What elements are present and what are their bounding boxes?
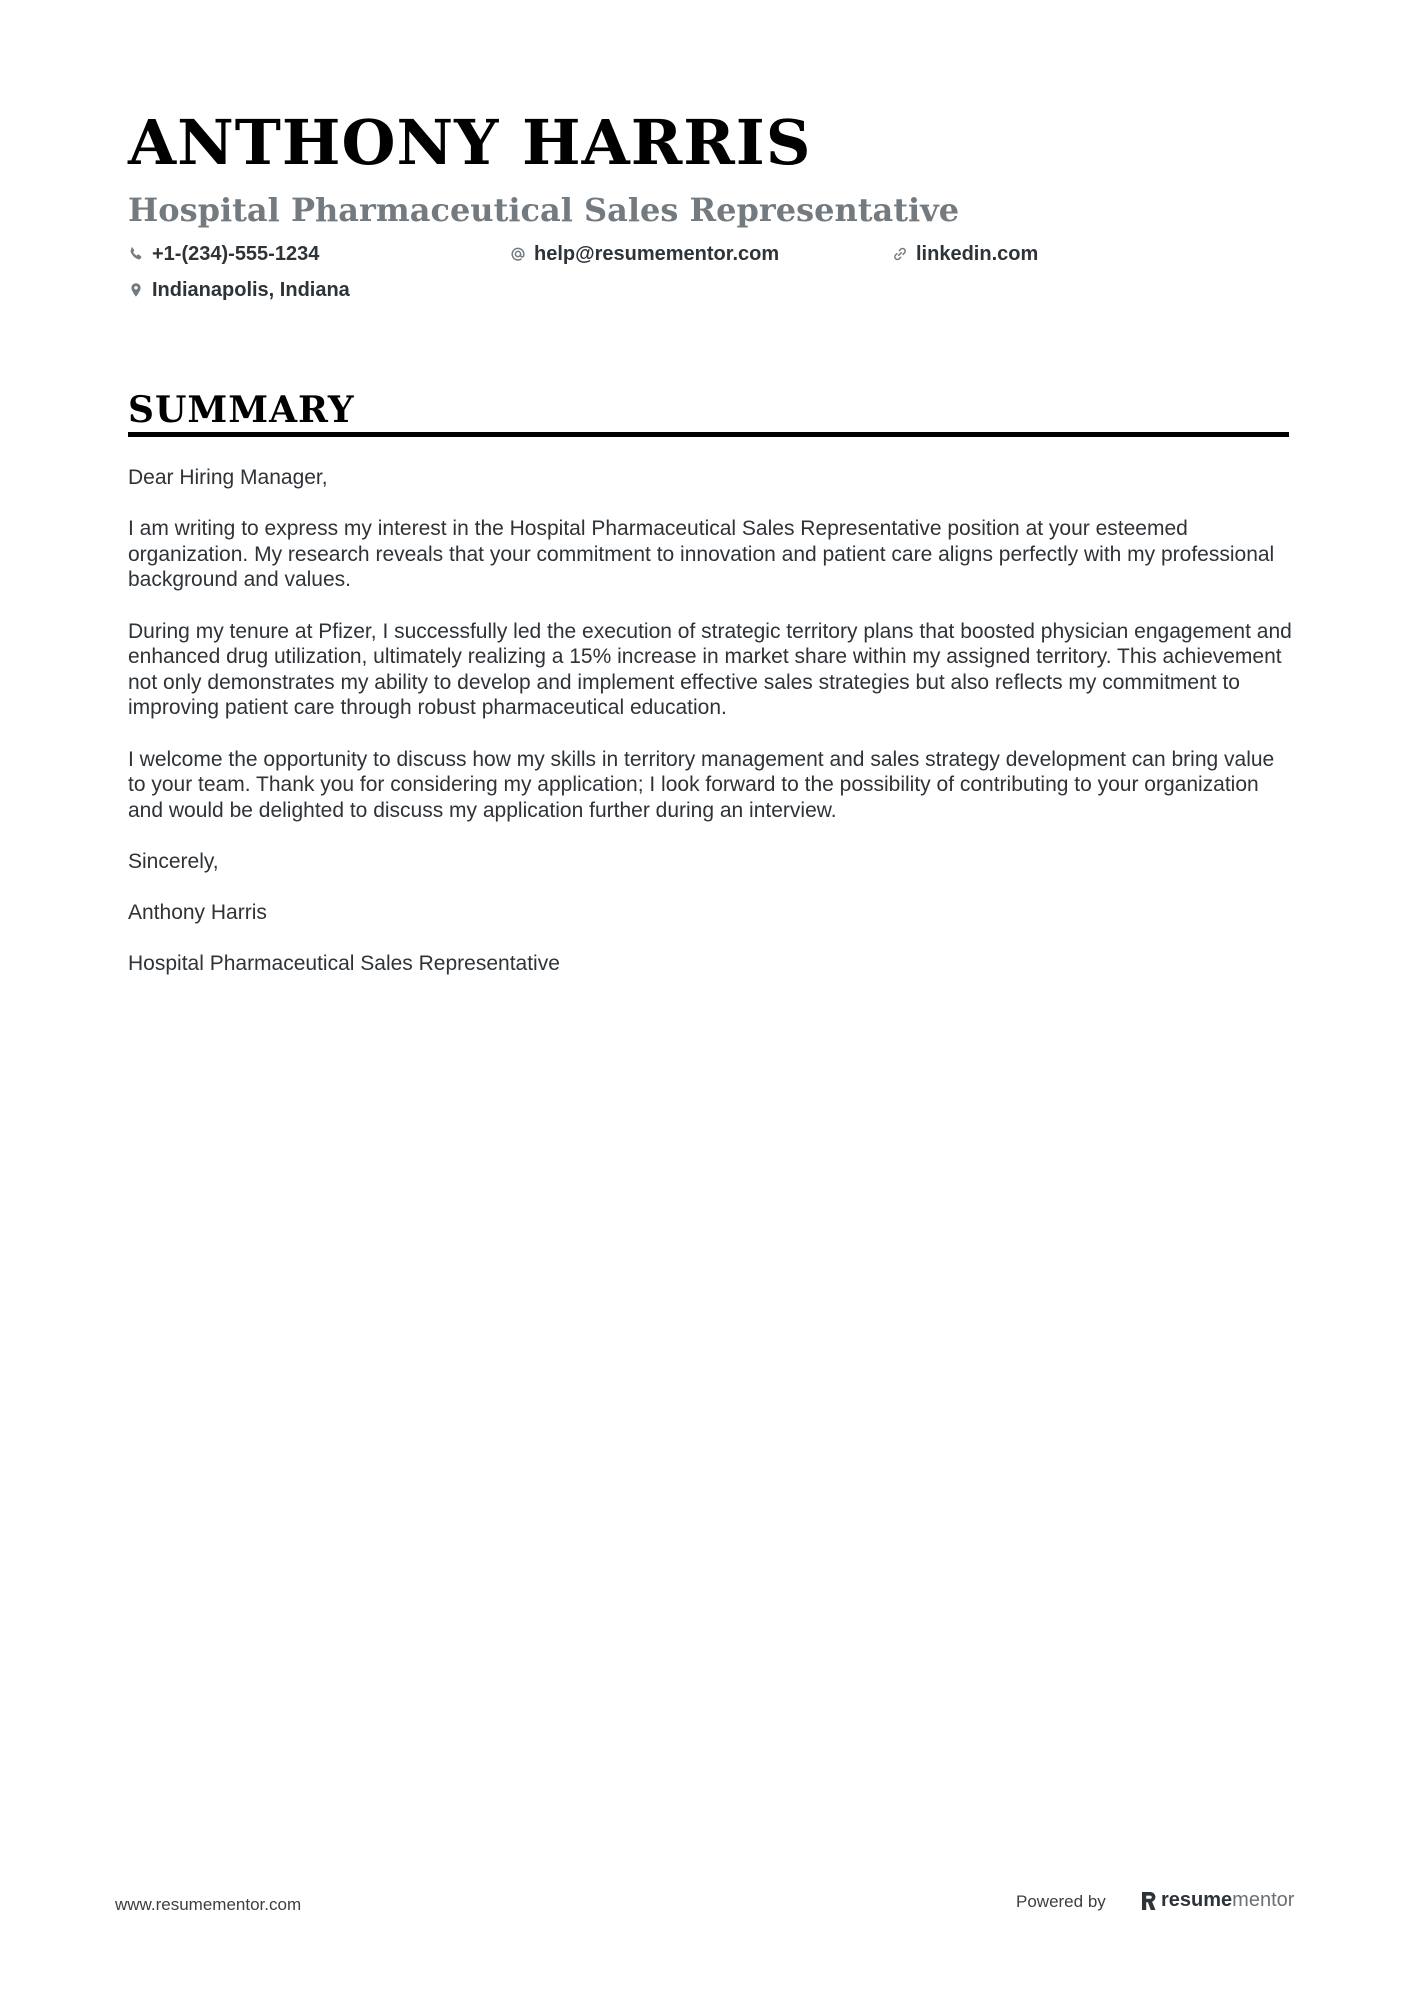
signature-name: Anthony Harris xyxy=(128,901,267,925)
map-pin-icon xyxy=(128,282,144,298)
signature-title: Hospital Pharmaceutical Sales Representative xyxy=(128,952,560,976)
brand-name-part-2: mentor xyxy=(1232,1889,1295,1911)
phone-icon xyxy=(128,246,144,262)
letter-paragraph: I welcome the opportunity to discuss how my skills in territory management and sales strategy development can bring value to your team. Thank you for considering my application; I look forward to the possibility of contributing to your organization and would be delighted to discuss my application further during an interview. xyxy=(128,747,1275,822)
link-icon xyxy=(892,246,908,262)
at-sign-icon xyxy=(510,246,526,262)
section-title-summary: SUMMARY xyxy=(128,389,355,431)
brand-name-part-1: resume xyxy=(1161,1889,1233,1911)
phone-text: +1-(234)-555-1234 xyxy=(152,243,320,265)
footer-website-link[interactable]: www.resumementor.com xyxy=(115,1895,302,1914)
letter-body xyxy=(128,465,1293,1002)
letter-greeting: Dear Hiring Manager, xyxy=(128,466,328,489)
candidate-title: Hospital Pharmaceutical Sales Representative xyxy=(128,191,960,229)
resumementor-logo-icon xyxy=(1140,1891,1157,1911)
candidate-name: ANTHONY HARRIS xyxy=(128,106,812,179)
website-text: linkedin.com xyxy=(916,243,1039,265)
contact-location xyxy=(128,280,350,300)
contact-website xyxy=(892,244,1038,264)
location-text: Indianapolis, Indiana xyxy=(152,279,350,301)
email-text: help@resumementor.com xyxy=(534,243,780,265)
section-divider xyxy=(128,432,1289,437)
contact-phone xyxy=(128,244,319,264)
footer-powered-by: Powered by xyxy=(1016,1892,1106,1911)
letter-paragraph: I am writing to express my interest in the Hospital Pharmaceutical Sales Representative position at your esteemed organization. My research reveals that your commitment to innovation and patient care aligns perfectly with my professional background and values. xyxy=(128,517,1275,592)
footer-brand-logo[interactable] xyxy=(1140,1889,1294,1912)
letter-paragraph: During my tenure at Pfizer, I successfully led the execution of strategic territory plans that boosted physician engagement and enhanced drug utilization, ultimately realizing a 15% increase in market share within my assigned territory. This achievement not only demonstrates my ability to develop and implement effective sales strategies but also reflects my commitment to improving patient care through robust pharmaceutical education. xyxy=(128,619,1292,720)
contact-email xyxy=(510,244,779,264)
letter-closing: Sincerely, xyxy=(128,849,219,873)
